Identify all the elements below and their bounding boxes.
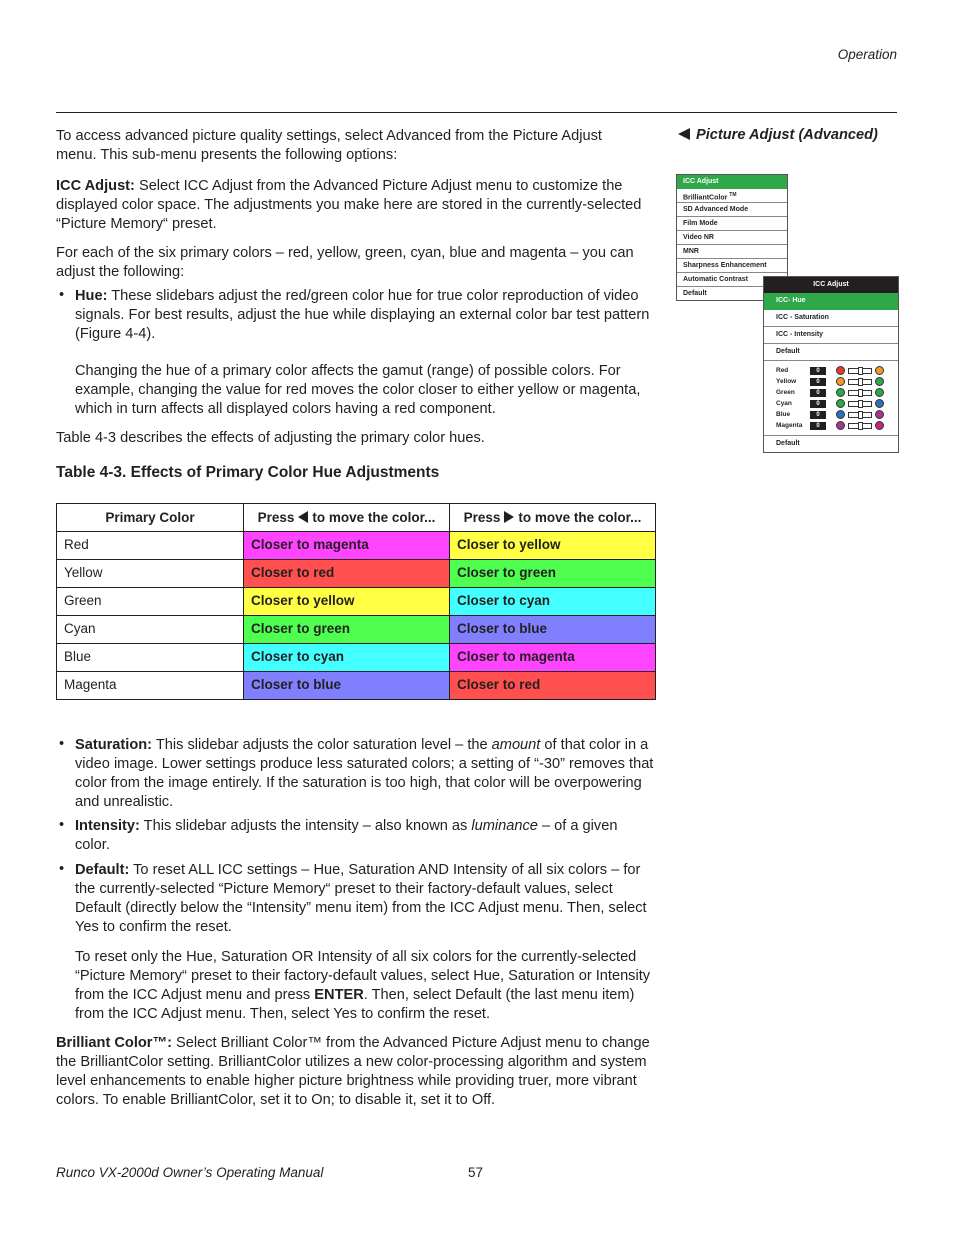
- primary-color-cell: Red: [57, 532, 244, 560]
- saturation-label: Saturation:: [75, 737, 153, 753]
- icc-adjust-menu: [763, 276, 899, 453]
- icc-paragraph: [56, 177, 656, 234]
- hue-value: 0: [810, 389, 826, 397]
- menu-item-icc-adjust[interactable]: ICC Adjust: [677, 175, 787, 189]
- press-right-cell: Closer to magenta: [450, 644, 656, 672]
- six-colors-text: For each of the six primary colors – red, yellow, green, cyan, blue and magenta – you can adjust the following:: [56, 245, 634, 280]
- intro-paragraph: [56, 127, 656, 165]
- table-row: [57, 672, 656, 700]
- menu-item-video-nr[interactable]: Video NR: [677, 231, 787, 245]
- hue-label: Hue:: [75, 288, 108, 304]
- primary-color-cell: Yellow: [57, 560, 244, 588]
- press-left-cell: Closer to blue: [244, 672, 450, 700]
- header-primary-color: Primary Color: [57, 504, 244, 532]
- hue-value: 0: [810, 400, 826, 408]
- intensity-label: Intensity:: [75, 818, 140, 834]
- color-name: Red: [776, 367, 789, 374]
- sidebar-title: Picture Adjust (Advanced): [678, 127, 878, 143]
- color-name: Yellow: [776, 378, 797, 385]
- table-body: [57, 532, 656, 700]
- hue-slider-row: [776, 376, 898, 387]
- color-dot-icon: [875, 421, 884, 430]
- slider-handle[interactable]: [858, 422, 863, 430]
- color-dot-icon: [836, 421, 845, 430]
- table-row: [57, 616, 656, 644]
- icc-menu-title: ICC Adjust: [764, 277, 898, 293]
- hue-value: 0: [810, 367, 826, 375]
- color-name: Magenta: [776, 422, 803, 429]
- hue-slider[interactable]: [848, 401, 872, 407]
- hue-slider[interactable]: [848, 390, 872, 396]
- color-name: Blue: [776, 411, 791, 418]
- header-press-left: Press to move the color...: [244, 504, 450, 532]
- icc-label: ICC Adjust:: [56, 178, 135, 194]
- menu-item-automatic-contrast[interactable]: Automatic Contrast: [677, 273, 787, 287]
- table-row: [57, 560, 656, 588]
- header-section-label: Operation: [837, 47, 897, 62]
- slider-handle[interactable]: [858, 378, 863, 386]
- color-dot-icon: [875, 410, 884, 419]
- intensity-bullet: • Intensity: This slidebar adjusts the intensity – also known as luminance – of a given color.: [59, 817, 618, 853]
- press-right-cell: Closer to blue: [450, 616, 656, 644]
- icc-text: Select ICC Adjust from the Advanced Picture Adjust menu to customize the displayed color space. The adjustments you make here are stored in the currently-selected “Picture Memory“ preset.: [56, 178, 642, 232]
- primary-color-cell: Cyan: [57, 616, 244, 644]
- menu-item-icc-intensity[interactable]: ICC - Intensity: [764, 327, 898, 344]
- hue-slider-row: [776, 398, 898, 409]
- color-dot-icon: [836, 410, 845, 419]
- enter-key: ENTER: [314, 987, 364, 1003]
- press-left-cell: Closer to cyan: [244, 644, 450, 672]
- color-dot-icon: [875, 377, 884, 386]
- hue-adjustment-table: [56, 503, 656, 700]
- menu-item-sharpness-enhancement[interactable]: Sharpness Enhancement: [677, 259, 787, 273]
- left-arrow-icon: [678, 128, 690, 140]
- hue-slider[interactable]: [848, 423, 872, 429]
- bullet-dot: •: [59, 817, 65, 833]
- menu-item-mnr[interactable]: MNR: [677, 245, 787, 259]
- hue-slider[interactable]: [848, 412, 872, 418]
- default-bullet: • Default: To reset ALL ICC settings – Hue, Saturation AND Intensity of all six colors – for the currently-selected “Picture Memory“ preset to their factory-default values, select Default (directly below the “Intensity” menu item) from the ICC Adjust menu. Then, select Yes to confirm the reset. To reset only the Hue, Saturation OR Intensity of all six colors for the currently-selected “Picture Memory“ preset to their factory-default values, select Hue, Saturation or Intensity from the ICC Adjust menu and press ENTER. Then, select Default (the last menu item) from the ICC Adjust menu. Then, select Yes to confirm the reset.: [59, 861, 651, 1022]
- header-rule: [56, 112, 897, 113]
- bullet-dot: •: [59, 736, 65, 752]
- color-dot-icon: [836, 377, 845, 386]
- hue-slider-grid: [764, 361, 898, 436]
- color-name: Cyan: [776, 400, 792, 407]
- table-title: Table 4-3. Effects of Primary Color Hue Adjustments: [56, 464, 440, 481]
- menu-item-default[interactable]: Default: [683, 290, 707, 297]
- color-dot-icon: [875, 388, 884, 397]
- hue-slider-row: [776, 387, 898, 398]
- hue-slider-row: [776, 420, 898, 431]
- hue-value: 0: [810, 422, 826, 430]
- brilliant-paragraph: Brilliant Color™: Select Brilliant Color™ from the Advanced Picture Adjust menu to change the BrilliantColor setting. BrilliantColor utilizes a new color-processing algorithm and system level enhancements to enable higher picture brightness while providing truer, more vibrant colors. To enable BrilliantColor, set it to On; to disable it, set it to Off.: [56, 1035, 650, 1108]
- page-number: 57: [468, 1165, 484, 1180]
- default-label: Default:: [75, 862, 130, 878]
- slider-handle[interactable]: [858, 367, 863, 375]
- menu-item-sd-advanced-mode[interactable]: SD Advanced Mode: [677, 203, 787, 217]
- press-left-cell: Closer to green: [244, 616, 450, 644]
- hue-slider-row: [776, 365, 898, 376]
- six-colors-paragraph: [56, 244, 656, 282]
- color-dot-icon: [875, 366, 884, 375]
- hue-text2: Changing the hue of a primary color affects the gamut (range) of possible colors. For example, changing the value for red moves the color closer to either yellow or magenta, which in turn affects all displayed colors having a red component.: [75, 363, 641, 417]
- header-press-right: Press to move the color...: [450, 504, 656, 532]
- color-name: Green: [776, 389, 795, 396]
- left-arrow-icon: [298, 511, 308, 523]
- press-left-cell: Closer to red: [244, 560, 450, 588]
- hue-slider[interactable]: [848, 368, 872, 374]
- primary-color-cell: Blue: [57, 644, 244, 672]
- hue-slider[interactable]: [848, 379, 872, 385]
- hue-text: These slidebars adjust the red/green color hue for true color reproduction of video signals. For best results, adjust the hue while displaying an external color bar test pattern (Figure 4-4).: [75, 288, 650, 342]
- table-intro-paragraph: [56, 429, 656, 448]
- hue-slider-row: [776, 409, 898, 420]
- menu-item-icc-default[interactable]: Default: [764, 344, 898, 361]
- slider-handle[interactable]: [858, 411, 863, 419]
- bullet-dot: •: [59, 861, 65, 877]
- hue-value: 0: [810, 378, 826, 386]
- press-right-cell: Closer to red: [450, 672, 656, 700]
- menu-item-film-mode[interactable]: Film Mode: [677, 217, 787, 231]
- menu-item-icc-footer-default[interactable]: Default: [776, 440, 800, 447]
- hue-bullet: [56, 287, 656, 419]
- table-row: [57, 644, 656, 672]
- press-right-cell: Closer to green: [450, 560, 656, 588]
- hue-value: 0: [810, 411, 826, 419]
- bullet-dot: •: [59, 287, 65, 303]
- color-dot-icon: [875, 399, 884, 408]
- table-row: [57, 588, 656, 616]
- slider-handle[interactable]: [858, 400, 863, 408]
- intro-text: To access advanced picture quality settings, select Advanced from the Picture Adjust menu. This sub-menu presents the following options:: [56, 128, 602, 163]
- primary-color-cell: Green: [57, 588, 244, 616]
- color-dot-icon: [836, 388, 845, 397]
- table-intro-text: Table 4-3 describes the effects of adjusting the primary color hues.: [56, 430, 485, 446]
- color-dot-icon: [836, 366, 845, 375]
- menu-item-brilliantcolor[interactable]: BrilliantColor ™: [677, 189, 787, 203]
- menu-item-icc-saturation[interactable]: ICC - Saturation: [764, 310, 898, 327]
- right-arrow-icon: [504, 511, 514, 523]
- press-right-cell: Closer to yellow: [450, 532, 656, 560]
- saturation-bullet: • Saturation: This slidebar adjusts the color saturation level – the amount of that color in a video image. Lower settings produce less saturated colors; a setting of “-30” removes that color from the image entirely. If the saturation is too high, that color will be overpowering and unrealistic.: [59, 736, 654, 810]
- slider-handle[interactable]: [858, 389, 863, 397]
- press-left-cell: Closer to magenta: [244, 532, 450, 560]
- primary-color-cell: Magenta: [57, 672, 244, 700]
- press-left-cell: Closer to yellow: [244, 588, 450, 616]
- brilliant-label: Brilliant Color™:: [56, 1035, 172, 1051]
- press-right-cell: Closer to cyan: [450, 588, 656, 616]
- color-dot-icon: [836, 399, 845, 408]
- table-header-row: [57, 504, 656, 532]
- menu-item-icc-hue[interactable]: ICC- Hue: [764, 293, 898, 310]
- footer-manual-title: Runco VX-2000d Owner’s Operating Manual: [56, 1165, 324, 1180]
- table-row: [57, 532, 656, 560]
